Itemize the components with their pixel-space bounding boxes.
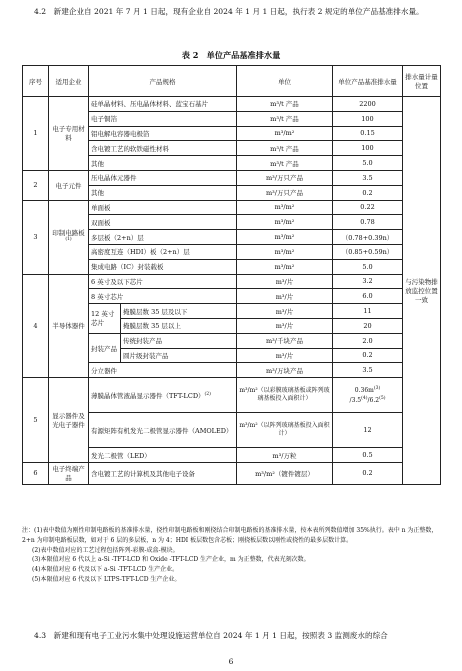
value-cell: 3.2 — [333, 274, 403, 289]
unit-cell: m³/m²（以阵列玻璃基板投入面积计） — [237, 413, 333, 448]
unit-cell: m³/m² — [237, 126, 333, 141]
header-no: 序号 — [23, 66, 49, 97]
location-cell: 与污染物排放监控位置一致 — [403, 97, 441, 485]
note-4: (4)本限值对应 6 代及以下 a-Si -TFT-LCD 生产企业。 — [32, 566, 179, 574]
value-cell: 0.2 — [333, 348, 403, 363]
spec-cell: 发光二极管（LED） — [89, 448, 237, 463]
header-spec: 产品规格 — [89, 66, 237, 97]
group-industry: 半导体器件 — [49, 274, 89, 378]
spec-cell: 其他 — [89, 185, 237, 200]
value-cell: 2.0 — [333, 333, 403, 348]
note-5: (5)本限值对应 6 代及以下 LTPS-TFT-LCD 生产企业。 — [32, 575, 181, 583]
spec-cell: 掩膜层数 35 层及以下 — [121, 304, 237, 319]
note-2: (2)表中数值对应的工艺过程包括阵列-彩膜-成盒-模块。 — [32, 546, 179, 554]
group-no: 1 — [23, 97, 49, 171]
unit-cell: m³/t 产品 — [237, 156, 333, 171]
table-notes — [22, 526, 440, 585]
header-industry: 适用企业 — [49, 66, 89, 97]
group-industry: 电子专用材料 — [49, 97, 89, 171]
note-3: (3)本限值对应 6 代以上 a-Si -TFT-LCD 和 Oxide -TFT-LCD 生产企业，m 为正整数，代表光刻次数。 — [32, 556, 310, 564]
table-row — [23, 378, 441, 413]
table-row — [23, 170, 441, 185]
spec-cell: 铝电解电容器电极箔 — [89, 126, 237, 141]
spec-cell: 硅单晶材料、压电晶体材料、蓝宝石基片 — [89, 97, 237, 112]
unit-cell: m³/万只产品 — [237, 185, 333, 200]
group-industry: 印制电路板$^{(1)}$ — [49, 200, 89, 274]
value-cell: 3.5 — [333, 363, 403, 378]
table-header-row — [23, 66, 441, 97]
group-no: 3 — [23, 200, 49, 274]
spec-cell: 单面板 — [89, 200, 237, 215]
unit-cell: m³/片 — [237, 274, 333, 289]
spec-cell: 多层板（2+n）层 — [89, 230, 237, 245]
value-cell: （0.78+0.39n） — [333, 230, 403, 245]
spec-cell: 高密度互连（HDI）板（2+n）层 — [89, 244, 237, 259]
header-location: 排水量计量位置 — [403, 66, 441, 97]
spec-cell: 含电镀工艺的软铁磁性材料 — [89, 141, 237, 156]
unit-cell: m³/t 产品 — [237, 111, 333, 126]
spec-cell: 双面板 — [89, 215, 237, 230]
header-value: 单位产品基准排水量 — [333, 66, 403, 97]
note-1: 注：(1)表中数值为刚性印制电路板的基准排水量，挠性印制电路板和刚挠结合印制电路板的基准排水量，按本表所列数值增加 35%执行。表中 n 为正整数，2+n 为印制电路板层数，如对于 6 层的多层板，n 为 4；HDI 板层数包含芯板；刚挠板层数以刚性或挠性的最多层数计算。 — [22, 527, 438, 544]
group-industry: 电子终端产品 — [49, 462, 89, 484]
unit-cell: m³/m² — [237, 215, 333, 230]
group-no: 6 — [23, 462, 49, 484]
value-cell: 6.0 — [333, 289, 403, 304]
unit-cell: m³/万只产品 — [237, 170, 333, 185]
table-caption: 表 2 单位产品基准排水量 — [181, 50, 281, 60]
group-no: 2 — [23, 170, 49, 200]
spec-cell: 薄膜晶体管液晶显示器件$(TFT-LCD)^{(2)}$ — [89, 378, 237, 413]
value-cell: 11 — [333, 304, 403, 319]
unit-cell: m³/t 产品 — [237, 97, 333, 112]
table-row — [23, 200, 441, 215]
unit-cell: m³/片 — [237, 318, 333, 333]
subgroup-package: 封装产品 — [89, 333, 121, 363]
spec-cell: 压电晶体元器件 — [89, 170, 237, 185]
unit-cell: m³/万块产品 — [237, 363, 333, 378]
spec-cell: 8 英寸芯片 — [89, 289, 237, 304]
unit-cell: m³/m²（以彩膜玻璃基板或阵列玻璃基板投入面积计） — [237, 378, 333, 413]
unit-cell: m³/片 — [237, 289, 333, 304]
value-cell: 0.78 — [333, 215, 403, 230]
spec-cell: 圆片级封装产品 — [121, 348, 237, 363]
value-cell: 100 — [333, 111, 403, 126]
group-industry: 电子元件 — [49, 170, 89, 200]
table-row — [23, 462, 441, 484]
spec-cell: 掩膜层数 35 层以上 — [121, 318, 237, 333]
value-cell: 2200 — [333, 97, 403, 112]
group-no: 5 — [23, 378, 49, 463]
subgroup-chip12: 12 英寸芯片 — [89, 304, 121, 334]
value-cell: 0.15 — [333, 126, 403, 141]
unit-cell: m³/m² — [237, 259, 333, 274]
unit-cell: m³/t 产品 — [237, 141, 333, 156]
table-row — [23, 97, 441, 112]
value-cell: 20 — [333, 318, 403, 333]
page-number: 6 — [228, 657, 234, 666]
spec-cell: 分立器件 — [89, 363, 237, 378]
spec-cell: 含电镀工艺的计算机及其他电子设备 — [89, 462, 237, 484]
unit-cell: m³/m²（镀件镀层） — [237, 462, 333, 484]
spec-cell: 其他 — [89, 156, 237, 171]
spec-cell: 集成电路（IC）封装载板 — [89, 259, 237, 274]
value-cell: 12 — [333, 413, 403, 448]
header-unit: 单位 — [237, 66, 333, 97]
value-cell: 0.5 — [333, 448, 403, 463]
value-cell: 3.5 — [333, 170, 403, 185]
value-cell: 100 — [333, 141, 403, 156]
unit-cell: m³/片 — [237, 304, 333, 319]
group-no: 4 — [23, 274, 49, 378]
unit-cell: m³/m² — [237, 230, 333, 245]
value-cell: 0.2 — [333, 185, 403, 200]
table-row — [23, 274, 441, 289]
value-cell: 5.0 — [333, 259, 403, 274]
value-cell: 0.22 — [333, 200, 403, 215]
value-cell: $0.36m^{(3)}$ /3.5$^{(4)}$/6.2$^{(5)}$ — [333, 378, 403, 413]
value-cell: 5.0 — [333, 156, 403, 171]
spec-cell: 传统封装产品 — [121, 333, 237, 348]
unit-cell: m³/m² — [237, 244, 333, 259]
unit-cell: m³/千块产品 — [237, 333, 333, 348]
unit-cell: m³/m² — [237, 200, 333, 215]
unit-cell: m³/万粒 — [237, 448, 333, 463]
value-cell: 0.2 — [333, 462, 403, 484]
drainage-table — [22, 65, 441, 485]
spec-cell: 有源矩阵有机发光二极管显示器件（AMOLED） — [89, 413, 237, 448]
group-industry: 显示器件及光电子器件 — [49, 378, 89, 463]
spec-cell: 电子铜箔 — [89, 111, 237, 126]
value-cell: （0.85+0.59n） — [333, 244, 403, 259]
spec-cell: 6 英寸及以下芯片 — [89, 274, 237, 289]
paragraph-4-3: 4.3 新建和现有电子工业污水集中处理设施运营单位自 2024 年 1 月 1 日起，按照表 3 监测废水的综合 — [34, 631, 388, 640]
unit-cell: m³/片 — [237, 348, 333, 363]
paragraph-4-2: 4.2 新建企业自 2021 年 7 月 1 日起，现有企业自 2024 年 1 月 1 日起，执行表 2 规定的单位产品基准排水量。 — [34, 7, 424, 16]
